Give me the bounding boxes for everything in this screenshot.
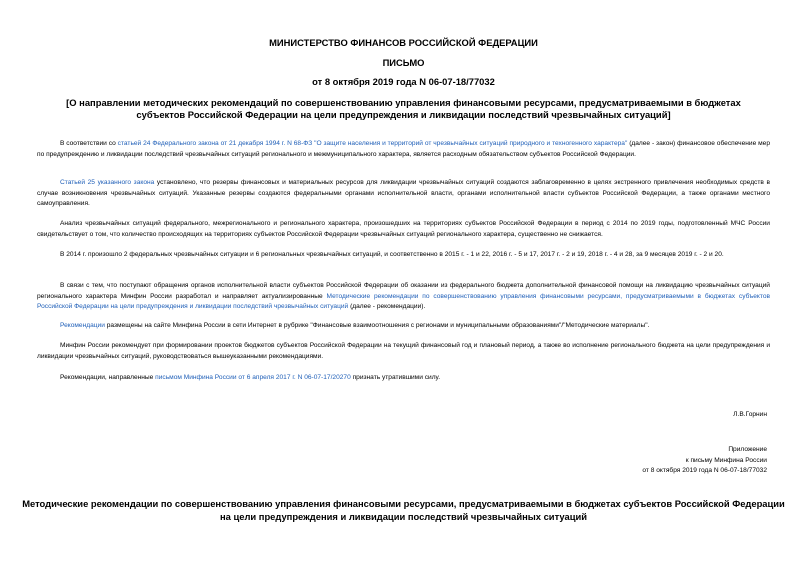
p2-text: установлено, что резервы финансовых и материальных ресурсов для ликвидации чрезвычайных ситуаций создаются заблаговременно в целях экстренного привлечения необходимых средств в случае возникновения чрезвычайных ситуаций. Указанные резервы создаются федеральными органами исполнительной власти, органами исполнительной власти субъектов Российской Федерации, а также органами местного самоуправления. <box>37 179 770 208</box>
p8-text-b: признать утратившими силу. <box>350 374 441 381</box>
appendix-line-1: Приложение <box>728 446 767 453</box>
p4-text: В 2014 г. произошло 2 федеральных чрезвычайных ситуации и 6 региональных чрезвычайных ситуаций, и соответственно в 2015 г. - 1 и 22, 2016 г. - 5 и 17, 2017 г. - 2 и 19, 2018 г. - 4 и 28, за 9 месяцев 2019 г. - 2 и 20. <box>60 251 724 258</box>
paragraph-8 <box>37 373 770 384</box>
ministry-heading: МИНИСТЕРСТВО ФИНАНСОВ РОССИЙСКОЙ ФЕДЕРАЦИИ <box>269 37 538 48</box>
paragraph-2 <box>37 178 770 210</box>
doc-type-heading: ПИСЬМО <box>382 57 425 68</box>
paragraph-3 <box>37 219 770 240</box>
p1-text-a: В соответствии со <box>60 140 118 147</box>
paragraph-6 <box>37 321 770 332</box>
appendix-line-2: к письму Минфина России <box>685 456 767 464</box>
link-previous-letter[interactable]: письмом Минфина России от 6 апреля 2017 г. N 06-07-17/20270 <box>155 374 351 381</box>
p5-text-a: В связи с тем, что поступают обращения органов исполнительной власти субъектов Российской Федерации об оказании из федерального бюджета дополнительной финансовой помощи на ликвидацию чрезвычайных ситуаций регионального характера Минфин России разработал и направляет актуализированные <box>37 282 770 300</box>
p8-text-a: Рекомендации, направленные <box>60 374 156 381</box>
p7-text: Минфин России рекомендует при формировании проектов бюджетов субъектов Российской Федерации на текущий финансовый год и плановый период, а также во исполнение регионального бюджета на цели предупреждения и ликвидации чрезвычайных ситуаций, руководствоваться вышеуказанными рекомендациями. <box>37 342 770 360</box>
appendix-title-line-2: на цели предупреждения и ликвидации последствий чрезвычайных ситуаций <box>220 510 587 522</box>
appendix-line-3: от 8 октября 2019 года N 06-07-18/77032 <box>642 467 767 475</box>
p5-text-b: (далее - рекомендации). <box>348 303 426 311</box>
letter-subject: [О направлении методических рекомендаций по совершенствованию управления финансовыми ресурсами, предусматриваемыми в бюджетах субъектов Российской Федерации на цели предупреждения и ликвидации последствий чрезвычайных ситуаций] <box>66 97 741 120</box>
paragraph-5 <box>37 281 770 313</box>
p1-text-b: (далее - закон) финансовое обеспечение мер по предупреждению и ликвидации последствий чрезвычайных ситуаций регионального и межмуниципального характера, является расходным обязательством субъектов Российской Федерации. <box>37 140 771 158</box>
appendix-block <box>642 445 767 477</box>
link-article-24-law[interactable]: статьей 24 Федерального закона от 21 декабря 1994 г. N 68-ФЗ "О защите населения и территорий от чрезвычайных ситуаций природного и техногенного характера" <box>117 140 628 147</box>
signature: Л.В.Горнин <box>733 411 767 418</box>
paragraph-1 <box>37 139 770 160</box>
paragraph-4 <box>37 250 770 261</box>
appendix-title <box>20 498 787 523</box>
p6-text: размещены на сайте Минфина России в сети Интернет в рубрике "Финансовые взаимоотношения с регионами и муниципальными образованиями"/"Методические материалы". <box>104 322 650 329</box>
link-recommendations[interactable]: Рекомендации <box>60 322 105 329</box>
link-methodical-recommendations[interactable]: Методические рекомендации по совершенствованию управления финансовыми ресурсами, предусматриваемыми в бюджетах субъектов Российской Федерации на цели предупреждения и ликвидации последствий чрезвычайных ситуаций <box>37 292 771 311</box>
p3-text: Анализ чрезвычайных ситуаций федерального, межрегионального и регионального характера, произошедших на территориях субъектов Российской Федерации в период с 2014 по 2019 годы, подготовленный МЧС России свидетельствует о том, что количество происходящих на территориях субъектов Российской Федерации чрезвычайных ситуаций регионального характера, существенно не снижается. <box>37 220 770 238</box>
appendix-title-line-1: Методические рекомендации по совершенствованию управления финансовыми ресурсами, предусматриваемыми в бюджетах субъектов Российской Федерации <box>22 498 785 509</box>
paragraph-7 <box>37 341 770 362</box>
date-number-heading: от 8 октября 2019 года N 06-07-18/77032 <box>312 76 495 87</box>
link-article-25[interactable]: Статьей 25 указанного закона <box>60 179 155 186</box>
